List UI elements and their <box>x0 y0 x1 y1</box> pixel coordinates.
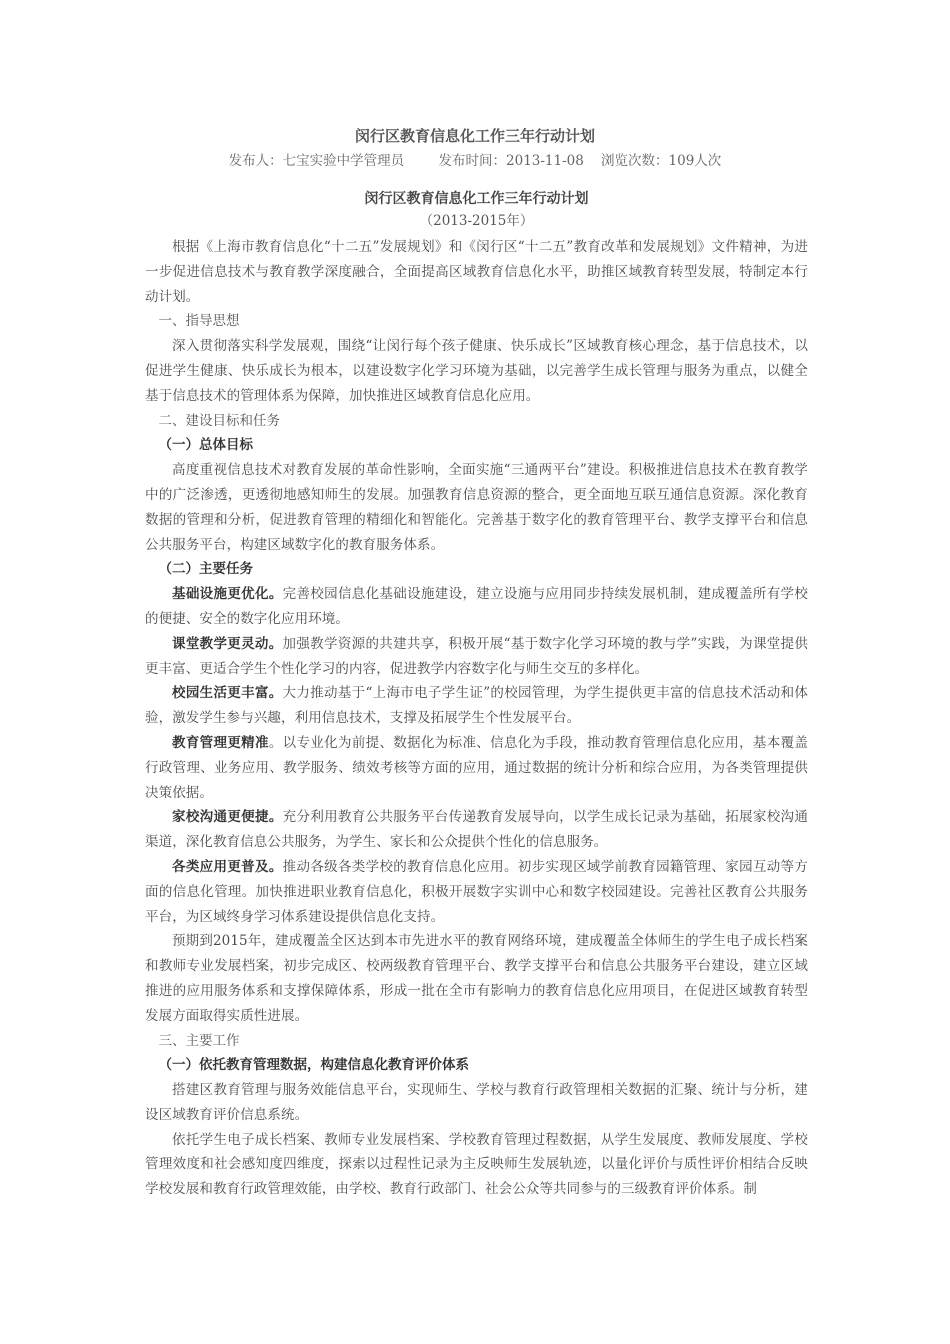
intro-paragraph: 根据《上海市教育信息化“十二五”发展规划》和《闵行区“十二五”教育改革和发展规划》文件精神，为进一步促进信息技术与教育教学深度融合，全面提高区域教育信息化水平，助推区域教育转型发展，特制定本行动计划。 <box>145 239 808 305</box>
task-paragraph <box>145 681 808 731</box>
paragraph: 高度重视信息技术对教育发展的革命性影响，全面实施“三通两平台”建设。积极推进信息技术在教育教学中的广泛渗透，更透彻地感知师生的发展。加强教育信息资源的整合，更全面地互联互通信息资源。深化教育数据的管理和分析，促进教育管理的精细化和智能化。完善基于数字化的教育管理平台、教学支撑平台和信息公共服务平台，构建区域数字化的教育服务体系。 <box>145 462 808 553</box>
task-paragraph <box>145 582 808 632</box>
publish-time: 发布时间：2013-11-08 <box>438 153 584 169</box>
subsection-heading: （一）依托教育管理数据，构建信息化教育评价体系 <box>158 1057 469 1074</box>
section-heading: 一、指导思想 <box>158 313 240 330</box>
paragraph: 深入贯彻落实科学发展观，围绕“让闵行每个孩子健康、快乐成长”区域教育核心理念，基于信息技术，以促进学生健康、快乐成长为根本，以建设数字化学习环境为基础，以完善学生成长管理与服务为重点，以健全基于信息技术的管理体系为保障，加快推进区域教育信息化应用。 <box>145 338 808 404</box>
publisher: 发布人：七宝实验中学管理员 <box>228 153 405 169</box>
task-text: 。以专业化为前提、数据化为标准、信息化为手段，推动教育管理信息化应用，基本覆盖行政管理、业务应用、教学服务、绩效考核等方面的应用，通过数据的统计分析和综合应用，为各类管理提供决策依据。 <box>145 734 809 801</box>
section-heading: 三、主要工作 <box>158 1032 240 1049</box>
article-header <box>0 124 950 172</box>
article-meta <box>0 150 950 172</box>
task-lead: 教育管理更精准 <box>172 734 269 751</box>
task-paragraph <box>145 805 808 855</box>
document-years: （2013-2015年） <box>419 213 534 229</box>
subsection-heading: （一）总体目标 <box>158 437 253 454</box>
document-title: 闵行区教育信息化工作三年行动计划 <box>364 191 589 207</box>
task-lead: 家校沟通更便捷。 <box>172 809 283 826</box>
task-lead: 课堂教学更灵动。 <box>172 635 283 652</box>
task-text: 加强教学资源的共建共享，积极开展“基于数字化学习环境的教与学”实践，为课堂提供更丰富、更适合学生个性化学习的内容，促进教学内容数字化与师生交互的多样化。 <box>145 635 808 677</box>
task-text: 完善校园信息化基础设施建设，建立设施与应用同步持续发展机制，建成覆盖所有学校的便捷、安全的数字化应用环境。 <box>145 586 808 627</box>
task-lead: 校园生活更丰富。 <box>172 685 283 702</box>
task-lead: 基础设施更优化。 <box>172 586 283 603</box>
page-title: 闵行区教育信息化工作三年行动计划 <box>354 127 595 145</box>
task-lead: 各类应用更普及。 <box>172 858 283 875</box>
task-text: 充分利用教育公共服务平台传递教育发展导向，以学生成长记录为基础，拓展家校沟通渠道，深化教育信息公共服务，为学生、家长和公众提供个性化的信息服务。 <box>145 809 808 851</box>
paragraph: 预期到2015年，建成覆盖全区达到本市先进水平的教育网络环境，建成覆盖全体师生的学生电子成长档案和教师专业发展档案，初步完成区、校两级教育管理平台、教学支撑平台和信息公共服务平台建设，建立区域推进的应用服务体系和支撑保障体系，形成一批在全市有影响力的教育信息化应用项目，在促进区域教育转型发展方面取得实质性进展。 <box>145 933 808 1024</box>
task-text: 大力推动基于“上海市电子学生证”的校园管理，为学生提供更丰富的信息技术活动和体验，激发学生参与兴趣，利用信息技术，支撑及拓展学生个性发展平台。 <box>145 685 808 727</box>
paragraph: 搭建区教育管理与服务效能信息平台，实现师生、学校与教育行政管理相关数据的汇聚、统计与分析，建设区域教育评价信息系统。 <box>145 1082 808 1123</box>
task-paragraph <box>145 632 808 682</box>
paragraph: 依托学生电子成长档案、教师专业发展档案、学校教育管理过程数据，从学生发展度、教师发展度、学校管理效度和社会感知度四维度，探索以过程性记录为主反映师生发展轨迹，以量化评价与质性评价相结合反映学校发展和教育行政管理效能，由学校、教育行政部门、社会公众等共同参与的三级教育评价体系。制 <box>145 1131 808 1198</box>
section-heading: 二、建设目标和任务 <box>158 412 280 429</box>
task-paragraph <box>145 731 808 805</box>
subsection-heading: （二）主要任务 <box>158 561 253 578</box>
task-text: 推动各级各类学校的教育信息化应用。初步实现区域学前教育园籍管理、家园互动等方面的信息化管理。加快推进职业教育信息化，积极开展数字实训中心和数字校园建设。完善社区教育公共服务平台，为区域终身学习体系建设提供信息化支持。 <box>145 858 808 925</box>
view-count: 浏览次数：109人次 <box>601 153 722 169</box>
article-body <box>145 188 808 1202</box>
task-paragraph <box>145 855 808 929</box>
